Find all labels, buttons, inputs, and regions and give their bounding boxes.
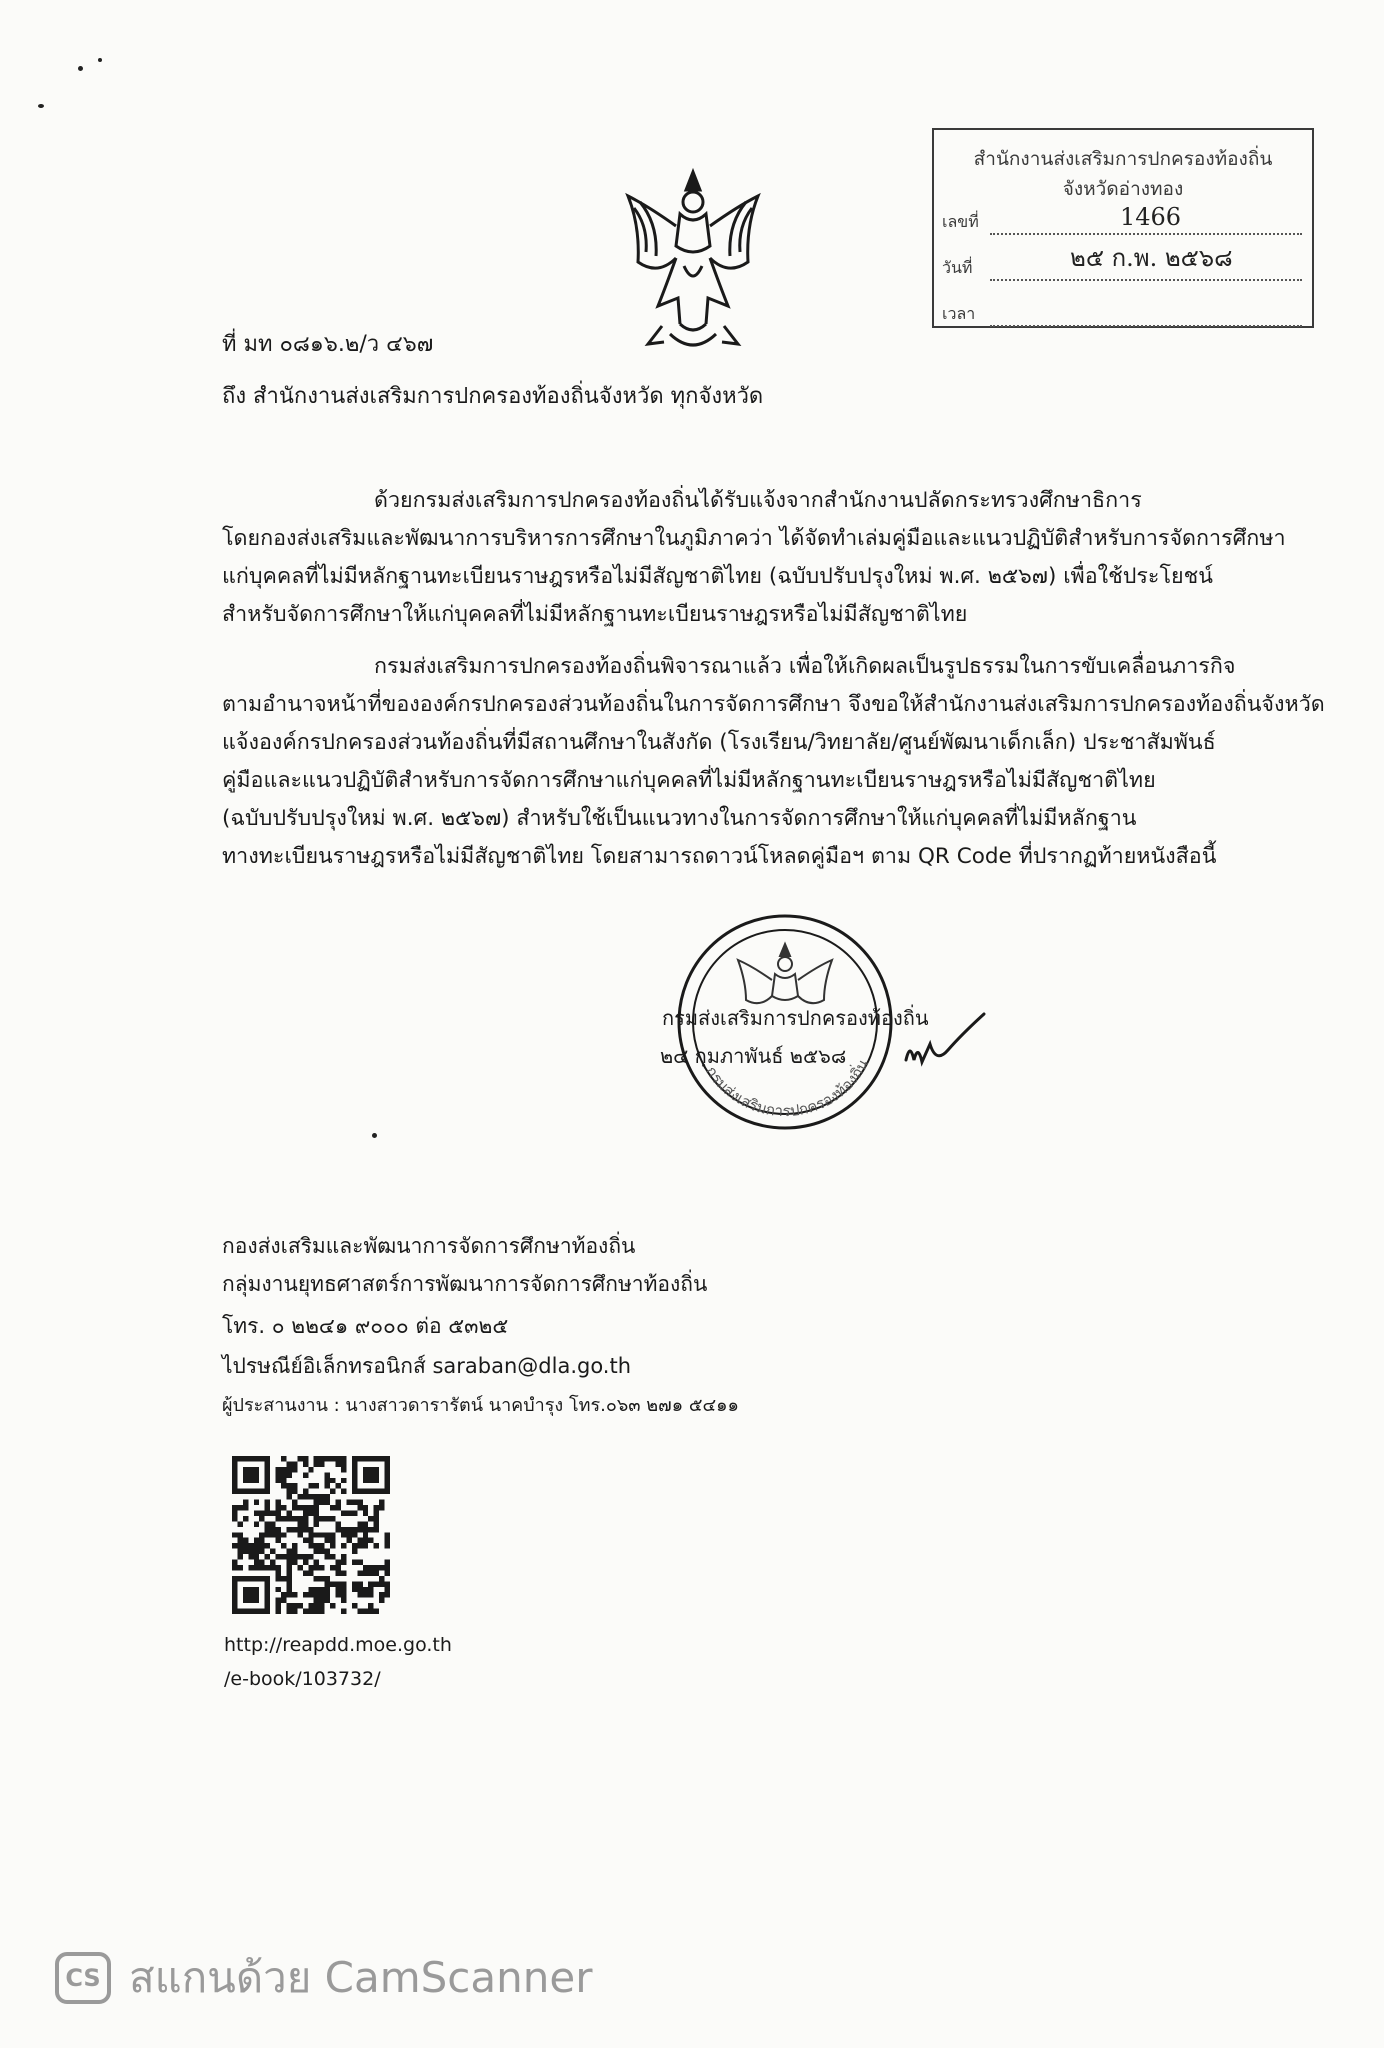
garuda-emblem	[618, 166, 768, 358]
scan-speck	[98, 58, 102, 62]
qr-url-line2: /e-book/103732/	[224, 1668, 381, 1690]
paragraph2-line2: ตามอำนาจหน้าที่ขององค์กรปกครองส่วนท้องถิ่นในการจัดการศึกษา จึงขอให้สำนักงานส่งเสริมการปกครองท้องถิ่นจังหวัด	[222, 692, 1325, 717]
paragraph1-line2: โดยกองส่งเสริมและพัฒนาการบริหารการศึกษาในภูมิภาคว่า ได้จัดทำเล่มคู่มือและแนวปฏิบัติสำหรับการจัดการศึกษา	[222, 526, 1286, 551]
receipt-time-row	[942, 302, 1302, 327]
footer-group: กลุ่มงานยุทธศาสตร์การพัฒนาการจัดการศึกษาท้องถิ่น	[222, 1272, 708, 1296]
receipt-number-line	[990, 203, 1302, 235]
camscanner-icon: CS	[55, 1952, 111, 2004]
seal-garuda-icon	[738, 944, 832, 1003]
receipt-number-row	[942, 203, 1302, 235]
recipient-line: ถึง สำนักงานส่งเสริมการปกครองท้องถิ่นจังหวัด ทุกจังหวัด	[222, 384, 764, 409]
camscanner-text: สแกนด้วย CamScanner	[129, 1953, 593, 2002]
seal-date: ๒๔ กุมภาพันธ์ ๒๕๖๘	[660, 1044, 847, 1068]
receipt-number-label: เลขที่	[942, 212, 979, 231]
footer-phone: โทร. ๐ ๒๒๔๑ ๙๐๐๐ ต่อ ๕๓๒๕	[222, 1314, 509, 1338]
paragraph2-line5: (ฉบับปรับปรุงใหม่ พ.ศ. ๒๕๖๗) สำหรับใช้เป็นแนวทางในการจัดการศึกษาให้แก่บุคคลที่ไม่มีหลักฐาน	[222, 806, 1137, 831]
footer-email: ไปรษณีย์อิเล็กทรอนิกส์ saraban@dla.go.th	[222, 1354, 632, 1378]
paragraph2-line3: แจ้งองค์กรปกครองส่วนท้องถิ่นที่มีสถานศึกษาในสังกัด (โรงเรียน/วิทยาลัย/ศูนย์พัฒนาเด็กเล็ก) ประชาสัมพันธ์	[222, 730, 1216, 755]
scan-speck	[372, 1133, 377, 1138]
footer-division: กองส่งเสริมและพัฒนาการจัดการศึกษาท้องถิ่น	[222, 1234, 636, 1258]
receipt-number-value: 1466	[1120, 203, 1182, 231]
paragraph2-line4: คู่มือและแนวปฏิบัติสำหรับการจัดการศึกษาแก่บุคคลที่ไม่มีหลักฐานทะเบียนราษฎรหรือไม่มีสัญชาติไทย	[222, 768, 1156, 793]
camscanner-watermark	[55, 1945, 592, 2011]
receipt-stamp-org-line1: สำนักงานส่งเสริมการปกครองท้องถิ่น	[973, 148, 1273, 170]
paragraph1-line1: ด้วยกรมส่งเสริมการปกครองท้องถิ่นได้รับแจ้งจากสำนักงานปลัดกระทรวงศึกษาธิการ	[374, 488, 1142, 513]
paragraph1-line3: แก่บุคคลที่ไม่มีหลักฐานทะเบียนราษฎรหรือไม่มีสัญชาติไทย (ฉบับปรับปรุงใหม่ พ.ศ. ๒๕๖๗) เพื่อใช้ประโยชน์	[222, 564, 1213, 589]
paragraph2-line1: กรมส่งเสริมการปกครองท้องถิ่นพิจารณาแล้ว เพื่อให้เกิดผลเป็นรูปธรรมในการขับเคลื่อนภารกิจ	[374, 654, 1236, 679]
qr-url-line1: http://reapdd.moe.go.th	[224, 1634, 452, 1656]
receipt-date-label: วันที่	[942, 258, 973, 277]
receipt-stamp-org-line2: จังหวัดอ่างทอง	[1062, 178, 1184, 200]
receipt-time-line	[990, 305, 1302, 327]
seal-ring-text: กรมส่งเสริมการปกครองท้องถิ่น	[702, 1056, 873, 1121]
receipt-date-line	[990, 244, 1302, 281]
receipt-stamp	[932, 128, 1314, 328]
footer-coordinator: ผู้ประสานงาน : นางสาวดารารัตน์ นาคบำรุง โทร.๐๖๓ ๒๗๑ ๕๔๑๑	[222, 1395, 739, 1416]
paragraph2-line6: ทางทะเบียนราษฎรหรือไม่มีสัญชาติไทย โดยสามารถดาวน์โหลดคู่มือฯ ตาม QR Code ที่ปรากฏท้ายหนังสือนี้	[222, 844, 1217, 869]
signature-icon	[900, 1004, 990, 1072]
seal-department-name: กรมส่งเสริมการปกครองท้องถิ่น	[662, 1006, 929, 1030]
scan-speck	[38, 104, 44, 108]
receipt-time-label: เวลา	[942, 304, 976, 323]
qr-code-image	[232, 1456, 390, 1614]
reference-number: ที่ มท ๐๘๑๖.๒/ว ๔๖๗	[222, 332, 434, 357]
receipt-date-row	[942, 244, 1302, 281]
receipt-date-value: ๒๕ ก.พ. ๒๕๖๘	[1070, 244, 1233, 272]
paragraph1-line4: สำหรับจัดการศึกษาให้แก่บุคคลที่ไม่มีหลักฐานทะเบียนราษฎรหรือไม่มีสัญชาติไทย	[222, 602, 968, 627]
scan-speck	[78, 66, 83, 71]
